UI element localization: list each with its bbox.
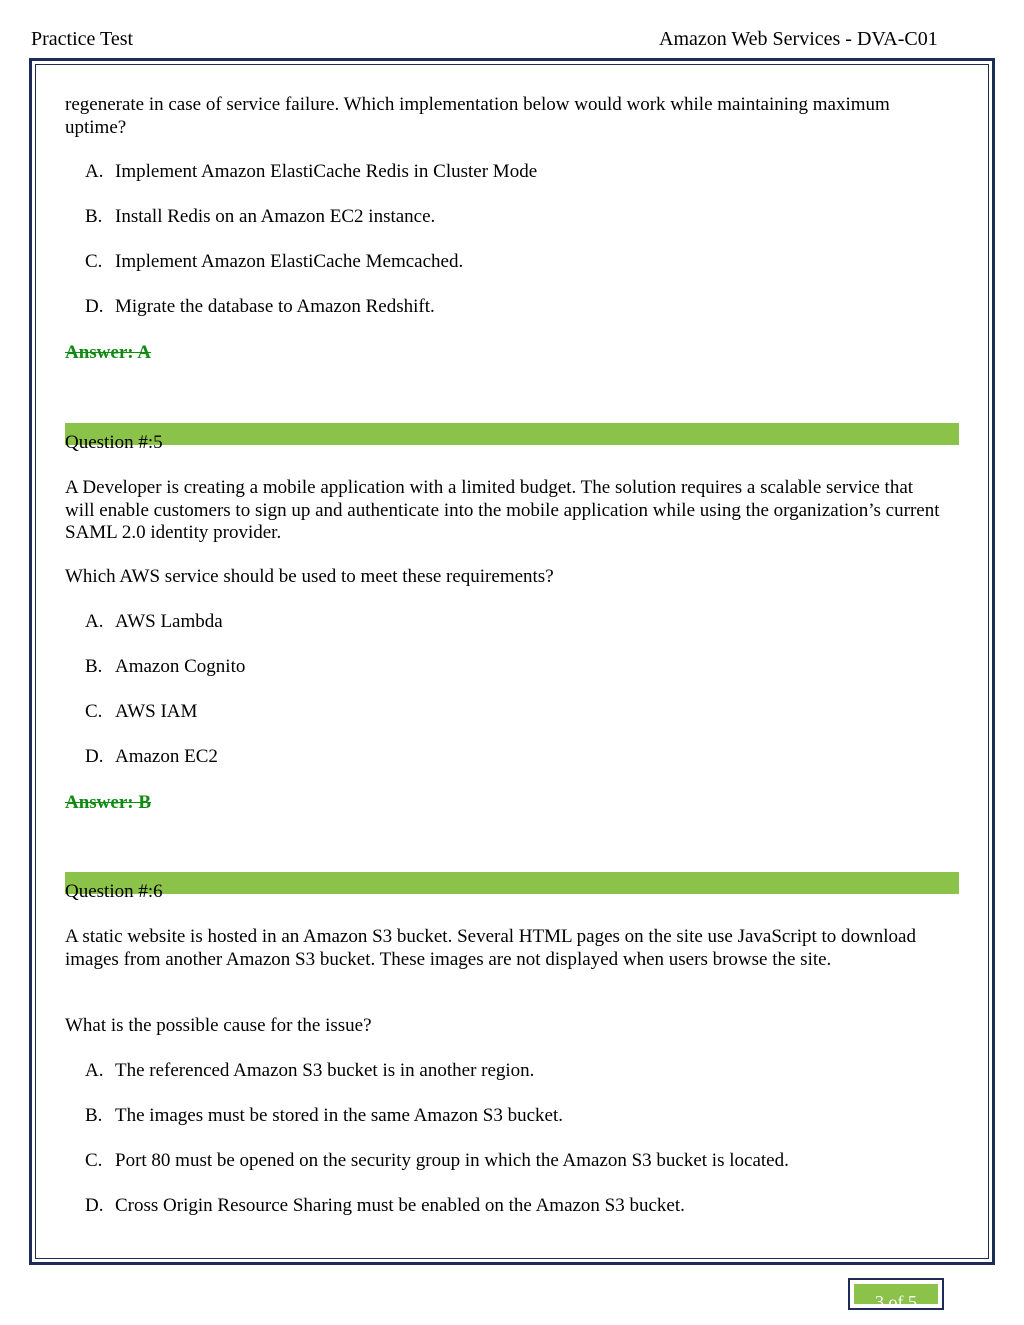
question-4-option-b (85, 206, 435, 229)
option-letter: A. (85, 1060, 104, 1081)
question-4-text: regenerate in case of service failure. Which implementation below would work while maintaining maximum uptime? (65, 94, 890, 138)
option-text: Install Redis on an Amazon EC2 instance. (115, 206, 436, 227)
option-text: Implement Amazon ElastiCache Redis in Cluster Mode (115, 161, 538, 182)
page-number-box (848, 1278, 944, 1310)
option-letter: D. (85, 746, 104, 767)
option-text: The images must be stored in the same Amazon S3 bucket. (115, 1105, 563, 1126)
question-6-header-bar (65, 872, 959, 894)
page-number: 3 of 5 (875, 1292, 917, 1312)
question-5-label: Question #:5 (65, 432, 163, 453)
option-text: Cross Origin Resource Sharing must be enabled on the Amazon S3 bucket. (115, 1195, 685, 1216)
question-4-option-a (85, 161, 537, 184)
question-6-option-a (85, 1060, 534, 1083)
option-letter: A. (85, 161, 104, 182)
option-letter: A. (85, 611, 104, 632)
question-5-header-bar (65, 423, 959, 445)
question-5-option-b (85, 656, 245, 679)
question-5-answer: Answer: B (65, 792, 152, 813)
question-6-option-b (85, 1105, 563, 1128)
header-exam-code: Amazon Web Services - DVA-C01 (659, 28, 938, 50)
option-text: Port 80 must be opened on the security group in which the Amazon S3 bucket is located. (115, 1150, 789, 1171)
question-6-label: Question #:6 (65, 881, 163, 902)
question-6-option-d (85, 1195, 685, 1218)
option-letter: C. (85, 1150, 103, 1171)
question-5-option-c (85, 701, 197, 724)
option-letter: C. (85, 251, 103, 272)
question-6-text: A static website is hosted in an Amazon S3 bucket. Several HTML pages on the site use JavaScript to download images from another Amazon S3 bucket. These images are not displayed when users browse the site. (65, 926, 916, 970)
option-letter: C. (85, 701, 103, 722)
question-4-option-d (85, 296, 435, 319)
question-5-prompt: Which AWS service should be used to meet these requirements? (65, 566, 554, 587)
question-5-text: A Developer is creating a mobile application with a limited budget. The solution requires a scalable service that will enable customers to sign up and authenticate into the mobile application while using the organization’s current SAML 2.0 identity provider. (65, 477, 940, 543)
option-text: Amazon Cognito (115, 656, 246, 677)
option-letter: D. (85, 296, 104, 317)
question-4-answer: Answer: A (65, 342, 152, 363)
option-letter: D. (85, 1195, 104, 1216)
question-6-prompt: What is the possible cause for the issue? (65, 1015, 372, 1036)
question-5-option-a (85, 611, 223, 634)
option-text: Implement Amazon ElastiCache Memcached. (115, 251, 464, 272)
option-text: AWS IAM (115, 701, 198, 722)
question-4-option-c (85, 251, 463, 274)
option-text: Migrate the database to Amazon Redshift. (115, 296, 435, 317)
option-letter: B. (85, 1105, 103, 1126)
option-text: AWS Lambda (115, 611, 223, 632)
header-title: Practice Test (31, 28, 134, 50)
question-6-option-c (85, 1150, 789, 1173)
option-text: Amazon EC2 (115, 746, 218, 767)
option-text: The referenced Amazon S3 bucket is in another region. (115, 1060, 535, 1081)
question-5-option-d (85, 746, 218, 769)
option-letter: B. (85, 206, 103, 227)
option-letter: B. (85, 656, 103, 677)
